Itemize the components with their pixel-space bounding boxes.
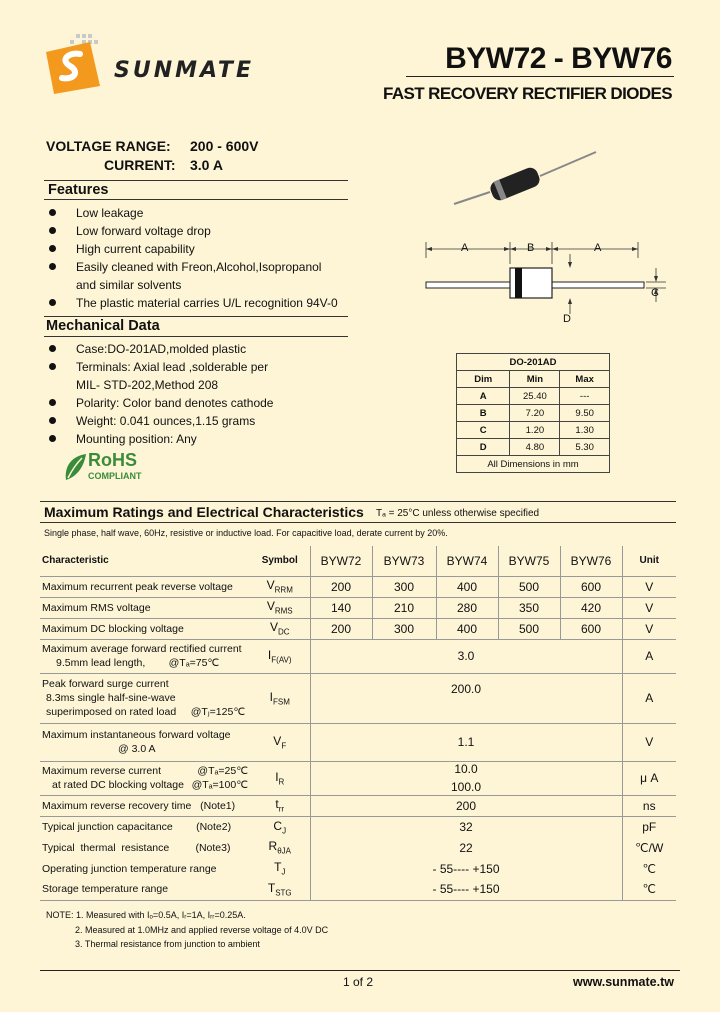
table-row: Typical thermal resistance (Note3) $R_{\theta JA}$ 22 ℃/W <box>40 837 676 858</box>
dim-table-title: DO-201AD <box>457 354 610 371</box>
dim-label-c: C <box>651 287 659 299</box>
title-divider <box>406 76 674 77</box>
list-item: The plastic material carries U/L recognition 94V-0 <box>46 294 356 312</box>
rohs-text: RoHS <box>88 450 137 470</box>
features-list <box>46 204 356 312</box>
dim-table-footer: All Dimensions in mm <box>457 456 610 473</box>
dim-table-header: Min <box>510 371 560 388</box>
list-item: Terminals: Axial lead ,solderable per MIL- STD-202,Method 208 <box>46 358 356 394</box>
lead-wire <box>540 152 596 176</box>
list-item: High current capability <box>46 240 356 258</box>
features-title: Features <box>48 182 109 198</box>
mechanical-list <box>46 340 356 448</box>
bullet-icon <box>49 345 56 352</box>
list-item: Low forward voltage drop <box>46 222 356 240</box>
dimension-diagram <box>420 234 670 330</box>
diode-body <box>488 165 542 202</box>
bullet-icon <box>49 435 56 442</box>
current-value: 3.0 A <box>190 157 223 173</box>
table-row: Storage temperature range $T_{STG}$ - 55---- +150 ℃ <box>40 879 676 900</box>
dim-label-a-right: A <box>594 242 602 254</box>
table-row: D 4.80 5.30 <box>457 439 610 456</box>
subtitle: FAST RECOVERY RECTIFIER DIODES <box>383 84 672 103</box>
voltage-range-label: VOLTAGE RANGE: <box>46 138 171 154</box>
features-top-line <box>44 180 348 181</box>
ratings-table <box>40 546 676 901</box>
voltage-range-value: 200 - 600V <box>190 138 259 154</box>
bullet-icon <box>49 417 56 424</box>
ratings-top-line <box>40 501 676 502</box>
lead-wire <box>454 192 490 204</box>
current-label: CURRENT: <box>104 157 176 173</box>
lead-right <box>552 282 644 288</box>
footer-divider <box>40 970 680 971</box>
table-row: Peak forward surge current 8.3ms single half-sine-wave superimposed on rated load @Tⱼ=125℃ $I_{FSM}$ 200.0 A <box>40 673 676 723</box>
ratings-title: Maximum Ratings and Electrical Characteristics <box>44 504 364 520</box>
mechanical-title: Mechanical Data <box>46 318 160 334</box>
mechanical-top-line <box>44 316 348 317</box>
dim-label-d: D <box>563 313 571 325</box>
rohs-compliant: COMPLIANT <box>88 471 142 481</box>
dim-label-b: B <box>527 242 535 254</box>
diode-picture <box>450 146 600 206</box>
list-item: Case:DO-201AD,molded plastic <box>46 340 356 358</box>
ratings-condition: Tₐ = 25°C unless otherwise specified <box>376 508 540 519</box>
list-item: Easily cleaned with Freon,Alcohol,Isopropanol and similar solvents <box>46 258 356 294</box>
table-row: Maximum reverse recovery time (Note1) $t_{rr}$ 200 ns <box>40 795 676 816</box>
mechanical-bottom-line <box>44 336 348 337</box>
table-row: Operating junction temperature range $T_J$ - 55---- +150 ℃ <box>40 858 676 879</box>
page-number: 1 of 2 <box>343 975 374 989</box>
table-row: C 1.20 1.30 <box>457 422 610 439</box>
dimension-table <box>456 353 610 473</box>
bullet-icon <box>49 363 56 370</box>
dim-table-header: Dim <box>457 371 510 388</box>
brand-logo-icon <box>40 32 106 94</box>
table-row: A 25.40 --- <box>457 388 610 405</box>
table-row: Maximum recurrent peak reverse voltage $V_{RRM}$ 200 300 400 500 600 V <box>40 576 676 597</box>
dim-table-header: Max <box>560 371 610 388</box>
table-row: Typical junction capacitance (Note2) $C_J$ 32 pF <box>40 816 676 837</box>
notes <box>46 908 328 952</box>
table-row: Maximum RMS voltage $V_{RMS}$ 140 210 280 350 420 V <box>40 597 676 618</box>
cathode-band <box>515 268 522 298</box>
dim-label-a-left: A <box>461 242 469 254</box>
table-row: Maximum average forward rectified current 9.5mm lead length, @Tₐ=75℃ $I_{F(AV)}$ 3.0 A <box>40 639 676 673</box>
part-range-title: BYW72 - BYW76 <box>445 42 672 75</box>
list-item: Low leakage <box>46 204 356 222</box>
bullet-icon <box>49 227 56 234</box>
leaf-icon <box>62 452 88 482</box>
table-header-row: Characteristic Symbol BYW72 BYW73 BYW74 BYW75 BYW76 Unit <box>40 546 676 576</box>
bullet-icon <box>49 399 56 406</box>
lead-left <box>426 282 510 288</box>
bullet-icon <box>49 263 56 270</box>
table-row: Maximum reverse current @Tₐ=25℃ at rated DC blocking voltage @Tₐ=100℃ $I_R$ 10.0 100.0 μ A <box>40 761 676 795</box>
website-link[interactable]: www.sunmate.tw <box>573 975 674 989</box>
note-3: 3. Thermal resistance from junction to ambient <box>75 939 260 949</box>
bullet-icon <box>49 209 56 216</box>
note-2: 2. Measured at 1.0MHz and applied reverse voltage of 4.0V DC <box>75 924 329 935</box>
list-item: Polarity: Color band denotes cathode <box>46 394 356 412</box>
rohs-badge <box>62 450 162 484</box>
ratings-bottom-line <box>40 522 676 523</box>
table-row: Maximum DC blocking voltage $V_{DC}$ 200 300 400 500 600 V <box>40 618 676 639</box>
brand-name: SUNMATE <box>114 58 254 83</box>
table-row: B 7.20 9.50 <box>457 405 610 422</box>
list-item: Weight: 0.041 ounces,1.15 grams <box>46 412 356 430</box>
features-bottom-line <box>44 199 348 200</box>
ratings-note: Single phase, half wave, 60Hz, resistive or inductive load. For capacitive load, derate current by 20%. <box>44 528 448 538</box>
bullet-icon <box>49 299 56 306</box>
bullet-icon <box>49 245 56 252</box>
note-1: NOTE: 1. Measured with Iₒ=0.5A, Iᵣ=1A, Iᵣᵣ=0.25A. <box>46 910 246 920</box>
list-item: Mounting position: Any <box>46 430 356 448</box>
table-row: Maximum instantaneous forward voltage @ 3.0 A $V_F$ 1.1 V <box>40 723 676 761</box>
